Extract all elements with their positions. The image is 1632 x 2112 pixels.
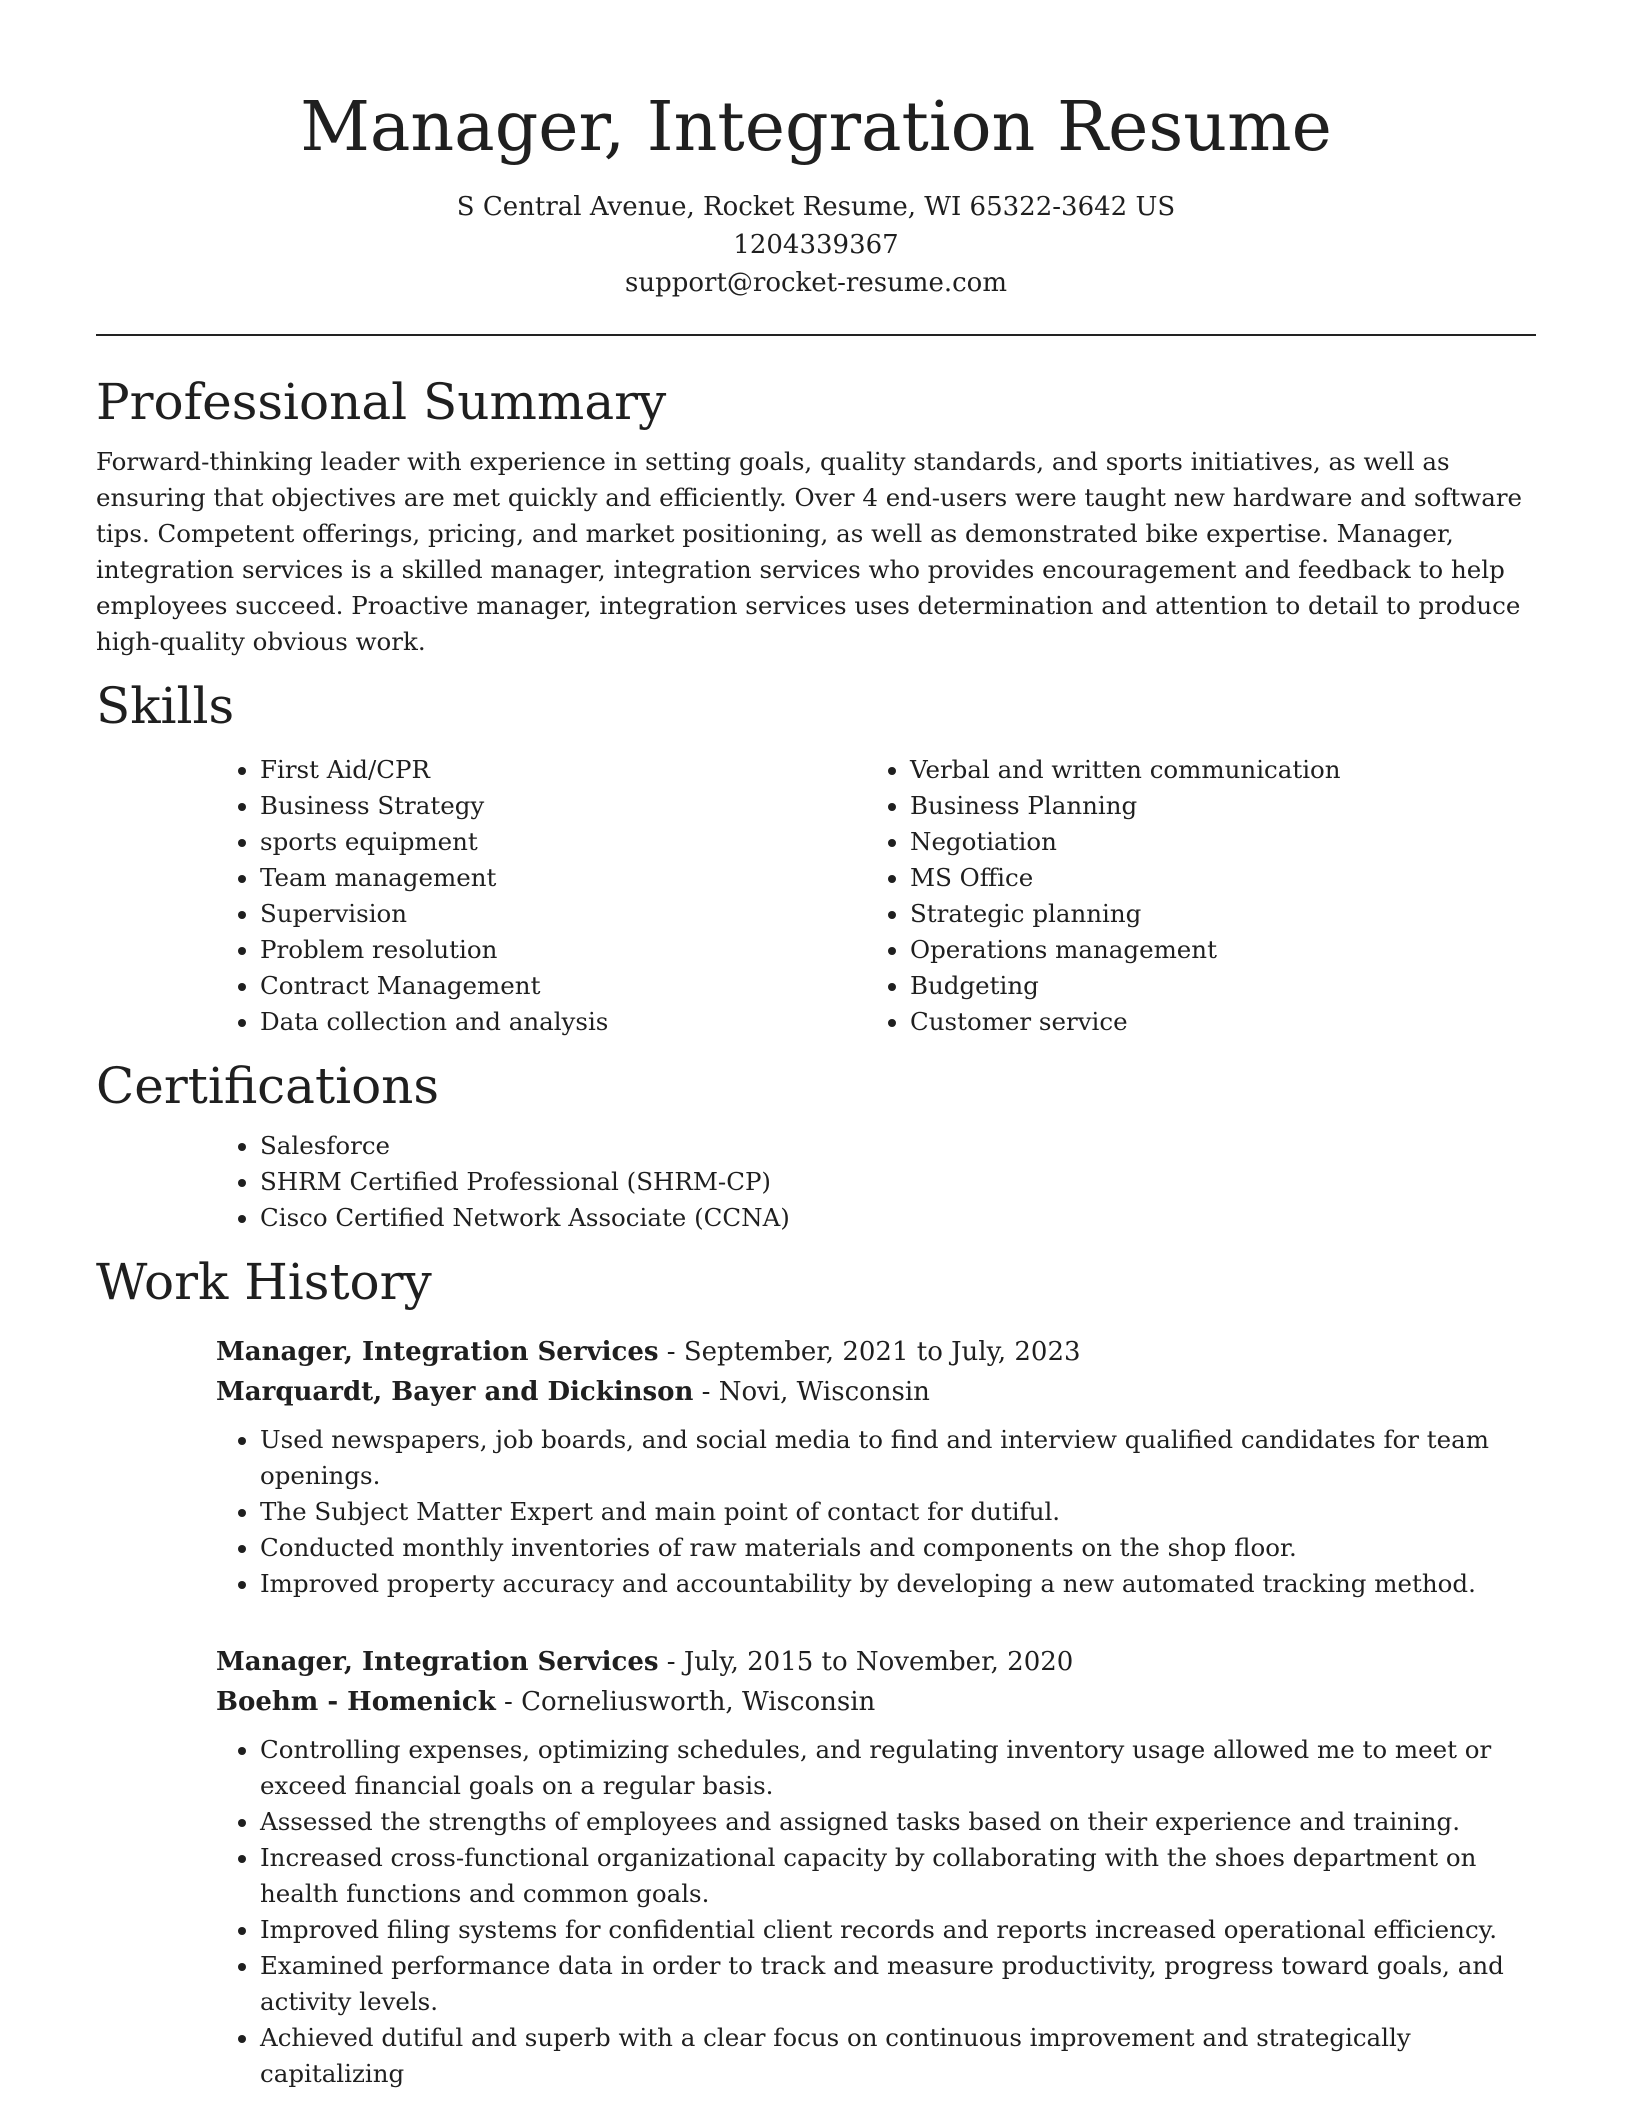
certifications-heading: Certifications	[96, 1057, 440, 1115]
contact-block	[96, 188, 1536, 302]
list-item: • Business Strategy	[260, 788, 866, 824]
address: S Central Avenue, Rocket Resume, WI 65322-3642 US	[456, 192, 1176, 222]
summary-heading: Professional Summary	[96, 373, 667, 431]
list-item: • Improved filing systems for confidential client records and reports increased operational efficiency.	[260, 1912, 1536, 1948]
email: support@rocket-resume.com	[624, 268, 1007, 298]
list-item: • Supervision	[260, 896, 866, 932]
job-location: - Corneliusworth, Wisconsin	[495, 1687, 876, 1717]
job-title-line	[216, 1332, 1536, 1372]
job-company-line	[216, 1372, 1536, 1412]
skills-list-left	[216, 752, 866, 1040]
list-item: • Achieved dutiful and superb with a clear focus on continuous improvement and strategically capitalizing	[260, 2020, 1536, 2092]
skills-list-right	[866, 752, 1516, 1040]
resume-title: Manager, Integration Resume	[300, 88, 1332, 167]
list-item: • Controlling expenses, optimizing schedules, and regulating inventory usage allowed me to meet or exceed financial goals on a regular basis.	[260, 1732, 1536, 1804]
skills-column-left	[216, 752, 866, 1040]
phone: 1204339367	[733, 230, 899, 260]
work-history-heading: Work History	[96, 1253, 432, 1311]
list-item: • Team management	[260, 860, 866, 896]
job-bullets	[216, 1732, 1536, 2092]
list-item: • Salesforce	[260, 1128, 1536, 1164]
skills-column-right	[866, 752, 1516, 1040]
job-company: Marquardt, Bayer and Dickinson	[216, 1377, 694, 1407]
list-item: • Conducted monthly inventories of raw materials and components on the shop floor.	[260, 1530, 1536, 1566]
job-dates: - July, 2015 to November, 2020	[658, 1647, 1074, 1677]
skills-grid	[216, 752, 1536, 1040]
list-item: • Increased cross-functional organizational capacity by collaborating with the shoes department on health functions and common goals.	[260, 1840, 1536, 1912]
list-item: • Verbal and written communication	[910, 752, 1516, 788]
list-item: • Strategic planning	[910, 896, 1516, 932]
job-company-line	[216, 1682, 1536, 1722]
summary-text: Forward-thinking leader with experience in setting goals, quality standards, and sports initiatives, as well as ensuring that objectives are met quickly and efficiently. Over 4 end-users were taught new hardware and software tips. Competent offerings, pricing, and market positioning, as well as demonstrated bike expertise. Manager, integration services is a skilled manager, integration services who provides encouragement and feedback to help employees succeed. Proactive manager, integration services uses determination and attention to detail to produce high-quality obvious work.	[96, 447, 1523, 656]
list-item: • First Aid/CPR	[260, 752, 866, 788]
resume-header	[96, 80, 1536, 302]
list-item: • Cisco Certified Network Associate (CCNA)	[260, 1200, 1536, 1236]
list-item: • sports equipment	[260, 824, 866, 860]
list-item: • MS Office	[910, 860, 1516, 896]
list-item: • Contract Management	[260, 968, 866, 1004]
job-role: Manager, Integration Services	[216, 1647, 659, 1677]
skills-heading: Skills	[96, 677, 235, 735]
job-dates: - September, 2021 to July, 2023	[658, 1337, 1081, 1367]
header-divider	[96, 334, 1536, 336]
list-item: • Data collection and analysis	[260, 1004, 866, 1040]
list-item: • Assessed the strengths of employees and assigned tasks based on their experience and training.	[260, 1804, 1536, 1840]
job-entry	[216, 1642, 1536, 2092]
list-item: • SHRM Certified Professional (SHRM-CP)	[260, 1164, 1536, 1200]
list-item: • Negotiation	[910, 824, 1516, 860]
work-history-section	[96, 1250, 1536, 2092]
skills-section	[96, 674, 1536, 1040]
job-role: Manager, Integration Services	[216, 1337, 659, 1367]
job-entry	[216, 1332, 1536, 1602]
list-item: • Used newspapers, job boards, and social media to find and interview qualified candidates for team openings.	[260, 1422, 1536, 1494]
list-item: • Budgeting	[910, 968, 1516, 1004]
list-item: • The Subject Matter Expert and main point of contact for dutiful.	[260, 1494, 1536, 1530]
list-item: • Business Planning	[910, 788, 1516, 824]
summary-section	[96, 370, 1536, 660]
list-item: • Examined performance data in order to track and measure productivity, progress toward goals, and activity levels.	[260, 1948, 1536, 2020]
job-bullets	[216, 1422, 1536, 1602]
job-location: - Novi, Wisconsin	[693, 1377, 930, 1407]
certifications-section	[96, 1054, 1536, 1236]
job-title-line	[216, 1642, 1536, 1682]
list-item: • Problem resolution	[260, 932, 866, 968]
list-item: • Operations management	[910, 932, 1516, 968]
job-company: Boehm - Homenick	[216, 1687, 496, 1717]
list-item: • Improved property accuracy and accountability by developing a new automated tracking method.	[260, 1566, 1536, 1602]
list-item: • Customer service	[910, 1004, 1516, 1040]
certifications-list	[216, 1128, 1536, 1236]
